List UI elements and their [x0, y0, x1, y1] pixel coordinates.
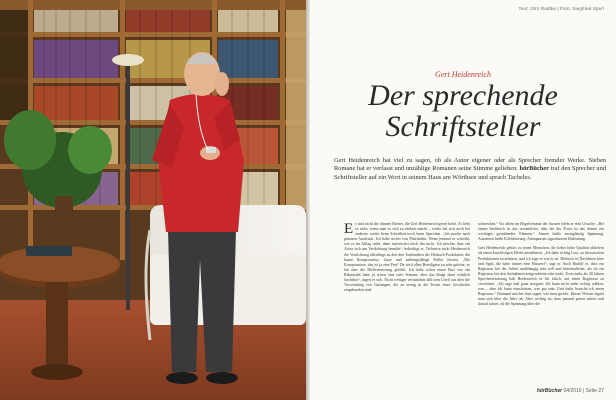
- article-intro: [334, 157, 606, 182]
- headline-line-2: Schriftsteller: [385, 110, 541, 143]
- article-page: [310, 0, 616, 400]
- paragraph: schmecken.“ Vor allem im Hegelseminar der Aussen erlebt er eine Ursache. „Bei einem Sachbuch ist das wesentliche, aber bei der Prosa ist das Atmen ein wichtiges gestaltendes Element.“ Atmen heiße zwangläufig Spannung. Ausatmen heiße Erleichterung. Atempausen signalisieren Bedeutung.: [478, 222, 604, 242]
- article-headline: [310, 80, 616, 142]
- paragraph: Gert Heidenreich gehört zu jenen Menschen, die lieber hohe Qualität abliefern als einen kurzfristigen Effekt mitnehmen. „Ich habe richtig Lust, zu literarischen Produktionen zu arbeiten, und ich sage es wie es ist. Hörbuch ist Nachlesen böse und Spaß, die hatte immer eine Hinwerf“, sagt er. Auch Rudolf er, dass ein Regisseur bei der Arbeit unabhängig sein soll und hineinarbeitet, als ob ein Regisseur bei den Aufnahmen mitgearbeitet oder nicht. Trotz mehr als 30 Jahren Sprechererfahrung hält Heidenreich es für falsch, auf einen Regisseur zu verzichten. „Ich sage mal ganz arrogant: Ich kann nicht mehr richtig wählen, was – aber ich kann einschätzen, was gut sein. Und dafür brauche ich einen Regisseur.“ Niemand möchte ihm sagen, wie man spricht. Dieses Wissen eignet man sich über die Jahre an. Aber wichtig ist, dass jemand genau zuhört und darauf achtet, ob die Spannung über die: [478, 246, 604, 307]
- author-photo: [0, 0, 306, 400]
- intro-text: Gert Heidenreich hat viel zu sagen, ob als Autor eigener oder als Sprecher fremder Werke. Sieben Romane hat er verfasst und unzählige Romanen seine Stimme geliehen.: [334, 157, 606, 173]
- body-column-2: [478, 222, 604, 312]
- paragraph-text: s sind nicht die dünnen Bretter, die Gert Heidenreich gerne bohrt. Er liebt es nicht, wenn man es sich zu einfach macht – weder bei sich noch bei anderen, weder beim Schreiben noch beim Sprechen. „Ich mache nach präzisen Ausdruck. Ich halte nichts von Plattitüden. Wenn jemand es schreibt, wie es im Alltag redet, dann interessiert mich das nicht. Ich möchte, dass ein Autor sich um Verdichtung bemüht“, bekräftigt er. Teilweise nickt Heidenreich der Verdichtung allerdings zu den drei Tonbändern der Hörbuch-Produktion, die kaum Kompromisse, Gaze und zahlungsfähige Fehler leisten. „Die Kompromisse, das ist ja eine Pest! Da wird allen Beteiligten zu sehr gefrönt, es hat aber die Differenzierung gefehlt. Ich habe schon einen Bart wie ein Rübenzahl habe ja schon eine tiefe Stimme, aber das klingt dann wirklich furchtbar“, ärgert er sich. Nicht weniger verständnis fällt sein Urteil aus über die Verwendung von Gattungen, die zu wenig in die Textur einer Geschichte eingebunden sind.: [344, 222, 470, 293]
- page-footer: [537, 388, 604, 394]
- headline-line-1: Der sprechende: [368, 79, 558, 112]
- paragraph: [344, 222, 470, 293]
- footer-issue: 04/2010 | Seite 27: [562, 388, 604, 394]
- intro-brand: hörBücher: [519, 165, 550, 173]
- drop-cap: E: [344, 221, 354, 237]
- credits-line: Text: Jörn Radtke | Foto: Siegfried Sperl: [518, 6, 604, 11]
- footer-brand: hörBücher: [536, 388, 563, 394]
- intro-rest: traf den Sprecher und Schriftsteller auf ein Wort in seinem Haus am Wörthsee und sprach Tacheles.: [334, 165, 606, 181]
- bookshelf-scene: [0, 0, 306, 400]
- body-column-1: [344, 222, 470, 297]
- article-kicker: Gert Heidenreich: [435, 70, 491, 79]
